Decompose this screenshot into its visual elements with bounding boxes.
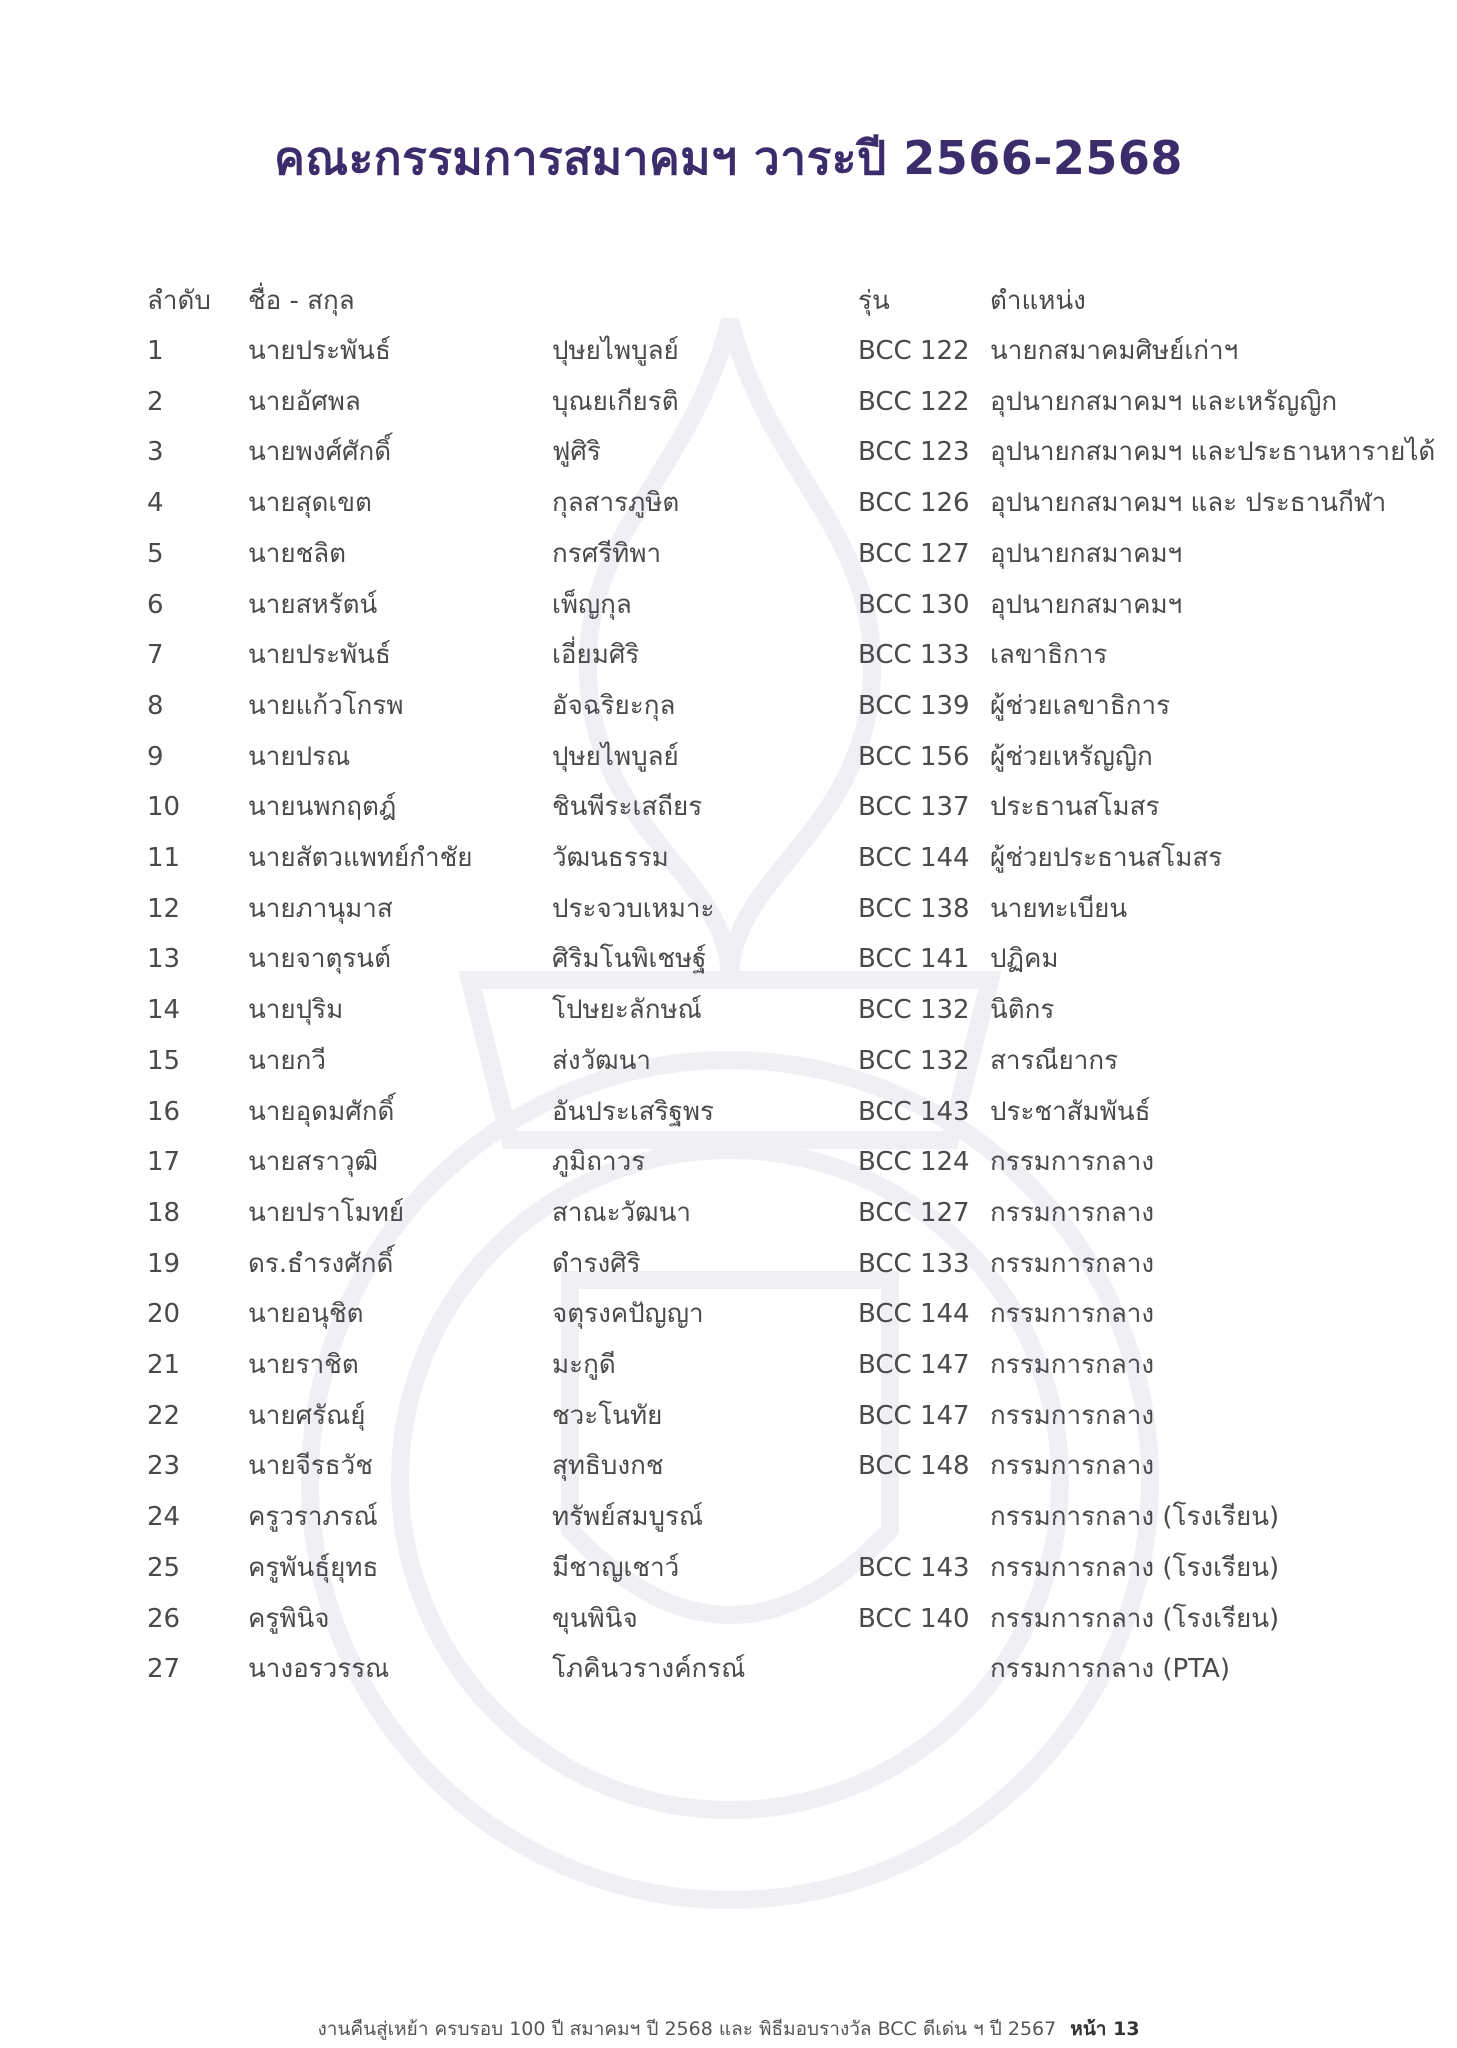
member-number: 20 [147, 1299, 181, 1330]
member-first-name: นายกวี [248, 1045, 326, 1076]
member-position: กรรมการกลาง [990, 1350, 1155, 1380]
member-position: อุปนายกสมาคมฯ และ ประธานกีฬา [990, 488, 1387, 519]
member-first-name: นายสัตวแพทย์กำชัย [248, 843, 473, 873]
member-last-name: กุลสารภูษิต [552, 488, 680, 519]
member-last-name: สุทธิบงกช [552, 1451, 664, 1482]
member-last-name: ทรัพย์สมบูรณ์ [552, 1502, 704, 1533]
member-class: BCC 137 [858, 792, 970, 823]
member-first-name: ครูพันธุ์ยุทธ [248, 1552, 379, 1583]
member-first-name: ครูพินิจ [248, 1603, 330, 1634]
member-first-name: นายสราวุฒิ [248, 1147, 379, 1178]
member-position: ปฏิคม [990, 944, 1059, 975]
member-number: 13 [147, 944, 181, 975]
table-row [0, 1188, 1457, 1238]
table-row [0, 1340, 1457, 1390]
member-number: 22 [147, 1400, 181, 1431]
header-position: ตำแหน่ง [990, 286, 1086, 316]
member-position: กรรมการกลาง [990, 1197, 1155, 1228]
table-row [0, 681, 1457, 731]
member-first-name: นายปรณ [248, 741, 351, 772]
table-row [0, 529, 1457, 579]
member-first-name: นายปราโมทย์ [248, 1197, 405, 1228]
member-number: 25 [147, 1552, 181, 1583]
member-first-name: นายประพันธ์ [248, 336, 391, 366]
member-number: 21 [147, 1350, 181, 1380]
member-last-name: โภคินวรางค์กรณ์ [552, 1654, 746, 1685]
member-first-name: นายราชิต [248, 1350, 359, 1380]
member-position: ประชาสัมพันธ์ [990, 1096, 1151, 1127]
member-first-name: นางอรวรรณ [248, 1654, 390, 1685]
table-row [0, 1543, 1457, 1593]
table-row [0, 326, 1457, 376]
member-number: 10 [147, 792, 181, 823]
member-number: 4 [147, 488, 164, 519]
table-row [0, 1644, 1457, 1694]
member-last-name: มีชาญเชาว์ [552, 1552, 680, 1583]
member-position: กรรมการกลาง (โรงเรียน) [990, 1603, 1280, 1634]
member-first-name: นายภานุมาส [248, 893, 393, 924]
member-class: BCC 132 [858, 995, 970, 1026]
member-number: 27 [147, 1654, 181, 1685]
member-number: 15 [147, 1045, 181, 1076]
member-class: BCC 132 [858, 1045, 970, 1076]
table-row [0, 1137, 1457, 1187]
member-position: อุปนายกสมาคมฯ และประธานหารายได้ [990, 437, 1436, 468]
member-class: BCC 143 [858, 1096, 970, 1127]
footer-text: งานคืนสู่เหย้า ครบรอบ 100 ปี สมาคมฯ ปี 2568 และ พิธีมอบรางวัล BCC ดีเด่น ฯ ปี 2567 [317, 2018, 1057, 2040]
member-number: 1 [147, 336, 164, 366]
member-class: BCC 126 [858, 488, 970, 519]
member-position: ผู้ช่วยเหรัญญิก [990, 741, 1153, 772]
member-first-name: นายจาตุรนต์ [248, 944, 391, 975]
member-last-name: อันประเสริฐพร [552, 1096, 714, 1127]
table-row [0, 1239, 1457, 1289]
table-row [0, 1391, 1457, 1441]
member-number: 12 [147, 893, 181, 924]
member-first-name: นายอนุชิต [248, 1299, 364, 1330]
member-last-name: จตุรงคปัญญา [552, 1299, 704, 1330]
member-number: 7 [147, 640, 164, 671]
member-number: 11 [147, 843, 181, 873]
member-class: BCC 127 [858, 538, 970, 569]
member-class: BCC 124 [858, 1147, 970, 1178]
member-position: กรรมการกลาง (PTA) [990, 1654, 1230, 1685]
member-position: กรรมการกลาง [990, 1248, 1155, 1279]
member-last-name: เอี่ยมศิริ [552, 640, 640, 671]
member-position: กรรมการกลาง (โรงเรียน) [990, 1552, 1280, 1583]
member-number: 16 [147, 1096, 181, 1127]
member-position: ผู้ช่วยประธานสโมสร [990, 843, 1223, 873]
member-last-name: กรศรีทิพา [552, 538, 662, 569]
member-first-name: นายพงศ์ศักดิ์ [248, 437, 392, 468]
member-number: 26 [147, 1603, 181, 1634]
member-position: กรรมการกลาง (โรงเรียน) [990, 1502, 1280, 1533]
member-first-name: นายประพันธ์ [248, 640, 391, 671]
member-number: 2 [147, 386, 164, 417]
header-no: ลำดับ [147, 286, 211, 316]
table-row [0, 985, 1457, 1035]
member-number: 24 [147, 1502, 181, 1533]
member-first-name: นายจีรธวัช [248, 1451, 373, 1482]
member-first-name: นายปุริม [248, 995, 344, 1026]
member-number: 5 [147, 538, 164, 569]
table-row [0, 833, 1457, 883]
table-row [0, 1087, 1457, 1137]
member-class: BCC 133 [858, 640, 970, 671]
member-class: BCC 148 [858, 1451, 970, 1482]
table-row [0, 1594, 1457, 1644]
member-class: BCC 123 [858, 437, 970, 468]
member-class: BCC 130 [858, 589, 970, 620]
table-row [0, 1289, 1457, 1339]
table-row [0, 377, 1457, 427]
member-position: กรรมการกลาง [990, 1400, 1155, 1431]
member-position: กรรมการกลาง [990, 1147, 1155, 1178]
member-class: BCC 156 [858, 741, 970, 772]
member-last-name: ปุษยไพบูลย์ [552, 336, 679, 366]
page-title: คณะกรรมการสมาคมฯ วาระปี 2566-2568 [274, 131, 1183, 185]
member-first-name: ครูวราภรณ์ [248, 1502, 378, 1533]
member-position: นิติกร [990, 995, 1055, 1026]
table-row [0, 478, 1457, 528]
member-last-name: ประจวบเหมาะ [552, 893, 715, 924]
member-class: BCC 133 [858, 1248, 970, 1279]
member-class: BCC 122 [858, 386, 970, 417]
member-position: อุปนายกสมาคมฯ และเหรัญญิก [990, 386, 1338, 417]
table-row [0, 934, 1457, 984]
member-last-name: บุณยเกียรติ [552, 386, 679, 417]
member-first-name: นายนพกฤตฎ์ [248, 792, 397, 823]
member-class: BCC 141 [858, 944, 970, 975]
member-position: เลขาธิการ [990, 640, 1108, 671]
member-last-name: อัจฉริยะกุล [552, 690, 676, 721]
member-position: อุปนายกสมาคมฯ [990, 589, 1183, 620]
table-row [0, 1441, 1457, 1491]
member-position: ประธานสโมสร [990, 792, 1160, 823]
member-first-name: นายสหรัตน์ [248, 589, 378, 620]
member-class: BCC 147 [858, 1400, 970, 1431]
table-row [0, 1036, 1457, 1086]
member-position: กรรมการกลาง [990, 1299, 1155, 1330]
member-position: นายกสมาคมศิษย์เก่าฯ [990, 336, 1239, 366]
member-class: BCC 147 [858, 1350, 970, 1380]
member-last-name: วัฒนธรรม [552, 843, 669, 873]
member-class: BCC 122 [858, 336, 970, 366]
member-position: สารณียากร [990, 1045, 1119, 1076]
member-last-name: ขุนพินิจ [552, 1603, 638, 1634]
table-row [0, 1492, 1457, 1542]
member-first-name: นายอัศพล [248, 386, 361, 417]
table-row [0, 580, 1457, 630]
member-last-name: ชินพีระเสถียร [552, 792, 703, 823]
page-number: หน้า 13 [1070, 2018, 1140, 2040]
member-last-name: ศิริมโนพิเชษฐ์ [552, 944, 707, 975]
member-class: BCC 140 [858, 1603, 970, 1634]
member-class: BCC 138 [858, 893, 970, 924]
member-last-name: ฟูศิริ [552, 437, 601, 468]
table-row [0, 782, 1457, 832]
member-last-name: ส่งวัฒนา [552, 1045, 652, 1076]
member-last-name: เพ็ญกุล [552, 589, 632, 620]
member-number: 18 [147, 1197, 181, 1228]
member-number: 23 [147, 1451, 181, 1482]
header-name: ชื่อ - สกุล [248, 286, 355, 316]
member-number: 9 [147, 741, 164, 772]
header-class: รุ่น [858, 286, 890, 316]
member-number: 19 [147, 1248, 181, 1279]
member-class: BCC 143 [858, 1552, 970, 1583]
member-first-name: นายแก้วโกรพ [248, 690, 404, 721]
member-class: BCC 144 [858, 843, 970, 873]
table-row [0, 884, 1457, 934]
member-position: อุปนายกสมาคมฯ [990, 538, 1183, 569]
member-class: BCC 144 [858, 1299, 970, 1330]
member-position: นายทะเบียน [990, 893, 1128, 924]
table-row [0, 732, 1457, 782]
member-last-name: โปษยะลักษณ์ [552, 995, 702, 1026]
member-last-name: มะกูดี [552, 1350, 616, 1380]
member-number: 8 [147, 690, 164, 721]
member-position: ผู้ช่วยเลขาธิการ [990, 690, 1171, 721]
member-number: 14 [147, 995, 181, 1026]
table-header [0, 276, 1457, 326]
member-last-name: สาณะวัฒนา [552, 1197, 692, 1228]
table-row [0, 427, 1457, 477]
member-number: 3 [147, 437, 164, 468]
page-footer [0, 2014, 1457, 2044]
table-row [0, 630, 1457, 680]
member-last-name: ภูมิถาวร [552, 1147, 646, 1178]
member-last-name: ชวะโนทัย [552, 1400, 663, 1431]
member-position: กรรมการกลาง [990, 1451, 1155, 1482]
member-first-name: นายอุดมศักดิ์ [248, 1096, 395, 1127]
member-first-name: ดร.ธำรงศักดิ์ [248, 1248, 394, 1279]
member-number: 6 [147, 589, 164, 620]
member-last-name: ปุษยไพบูลย์ [552, 741, 679, 772]
member-last-name: ดำรงศิริ [552, 1248, 641, 1279]
member-class: BCC 139 [858, 690, 970, 721]
member-first-name: นายชลิต [248, 538, 347, 569]
member-number: 17 [147, 1147, 181, 1178]
member-class: BCC 127 [858, 1197, 970, 1228]
member-first-name: นายสุดเขต [248, 488, 372, 519]
member-first-name: นายศรัณยุ์ [248, 1400, 366, 1431]
